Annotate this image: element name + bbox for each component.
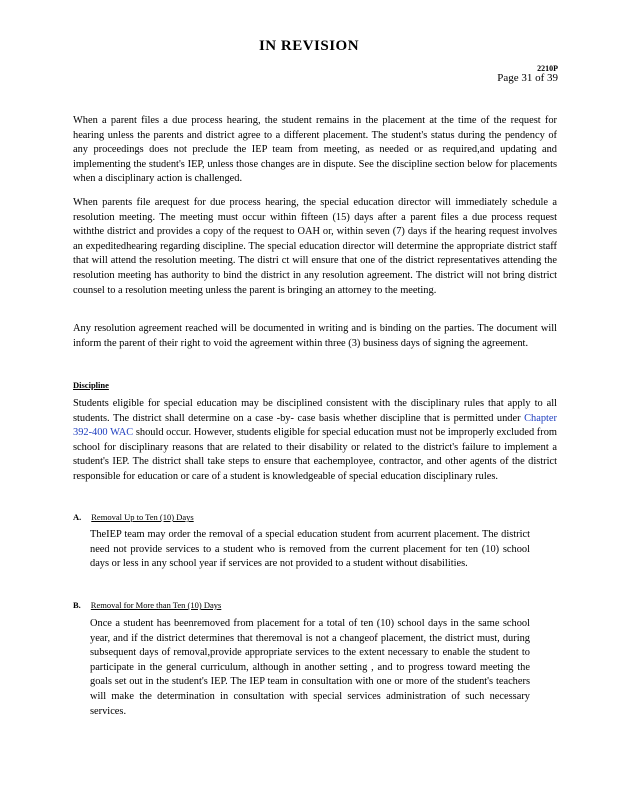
section-b-label: Removal for More than Ten (10) Days [90, 600, 222, 610]
discipline-heading: Discipline [73, 380, 109, 390]
document-number: 2210P [537, 64, 558, 73]
paragraph-resolution-meeting: When parents file arequest for due process hearing, the special education director will immediately schedule a resolution meeting. The meeting must occur within fifteen (15) days after a parent files a due process request withthe district and provides a copy of the request to OAH or, within seven (7) days if the hearing request involves an expeditedhearing regarding discipline. The special education director will determine the appropriate district staff that will attend the resolution meeting. The distri ct will ensure that one of the district representatives attending the resolution meeting has authority to bind the district in any resolution agreement. The district will not bring district counsel to a resolution meeting unless the parent is bringing an attorney to the meeting. [73, 197, 557, 296]
page-number: Page 31 of 39 [497, 72, 558, 84]
paragraph-resolution-agreement: Any resolution agreement reached will be documented in writing and is binding on the parties. The document will inform the parent of their right to void the agreement within three (3) business days of signing the agreement. [73, 323, 557, 349]
section-b-letter: B. [73, 600, 81, 610]
section-a-label: Removal Up to Ten (10) Days [91, 512, 194, 522]
section-b-paragraph: Once a student has beenremoved from placement for a total of ten (10) school days in the same school year, and if the district determines that theremoval is not a changeof placement, the district must, during subsequent days of removal,provide appropriate services to the extent necessary to enable the student to participate in the general curriculum, although in another setting , and to progress toward meeting the goals set out in the student's IEP. The IEP team in consultation with one or more of the student's teachers will make the determination in consultation with special services administration of such necessary services. [90, 618, 530, 717]
discipline-text-end: should occur. However, students eligible for special education must not be improperly excluded from school for disciplinary reasons that are related to their disability or related to the district's failure to implement a student's IEP. The district shall take steps to ensure that eachemployee, contractor, and other agents of the district responsible for education or care of a student is knowledgeable of special education disciplinary rules. [73, 427, 557, 482]
section-b-heading [73, 600, 221, 610]
paragraph-placement-during-hearing: When a parent files a due process hearing, the student remains in the placement at the time of the request for hearing unless the parents and district agree to a different placement. The student's status during the pendency of any proceedings does not preclude the IEP team from meeting, as needed or as required,and updating and implementing the student's IEP, unless those changes are in dispute. See the discipline section below for placements when a disciplinary action is challenged. [73, 115, 557, 185]
discipline-paragraph [73, 397, 557, 485]
discipline-text-start: Students eligible for special education may be disciplined consistent with the disciplinary rules that apply to all students. The district shall determine on a case -by- case basis whether discipline that is permitted under [73, 398, 557, 424]
section-a-paragraph: TheIEP team may order the removal of a special education student from acurrent placement. The district need not provide services to a student who is removed from the current placement for ten (10) school days or less in any school year if services are not provided to a student without disabilities. [90, 529, 530, 570]
page-title: IN REVISION [258, 38, 360, 54]
wac-chapter-link[interactable]: Chapter 392-400 WAC [73, 412, 557, 439]
section-a-heading [73, 512, 194, 522]
section-a-letter: A. [73, 512, 82, 522]
